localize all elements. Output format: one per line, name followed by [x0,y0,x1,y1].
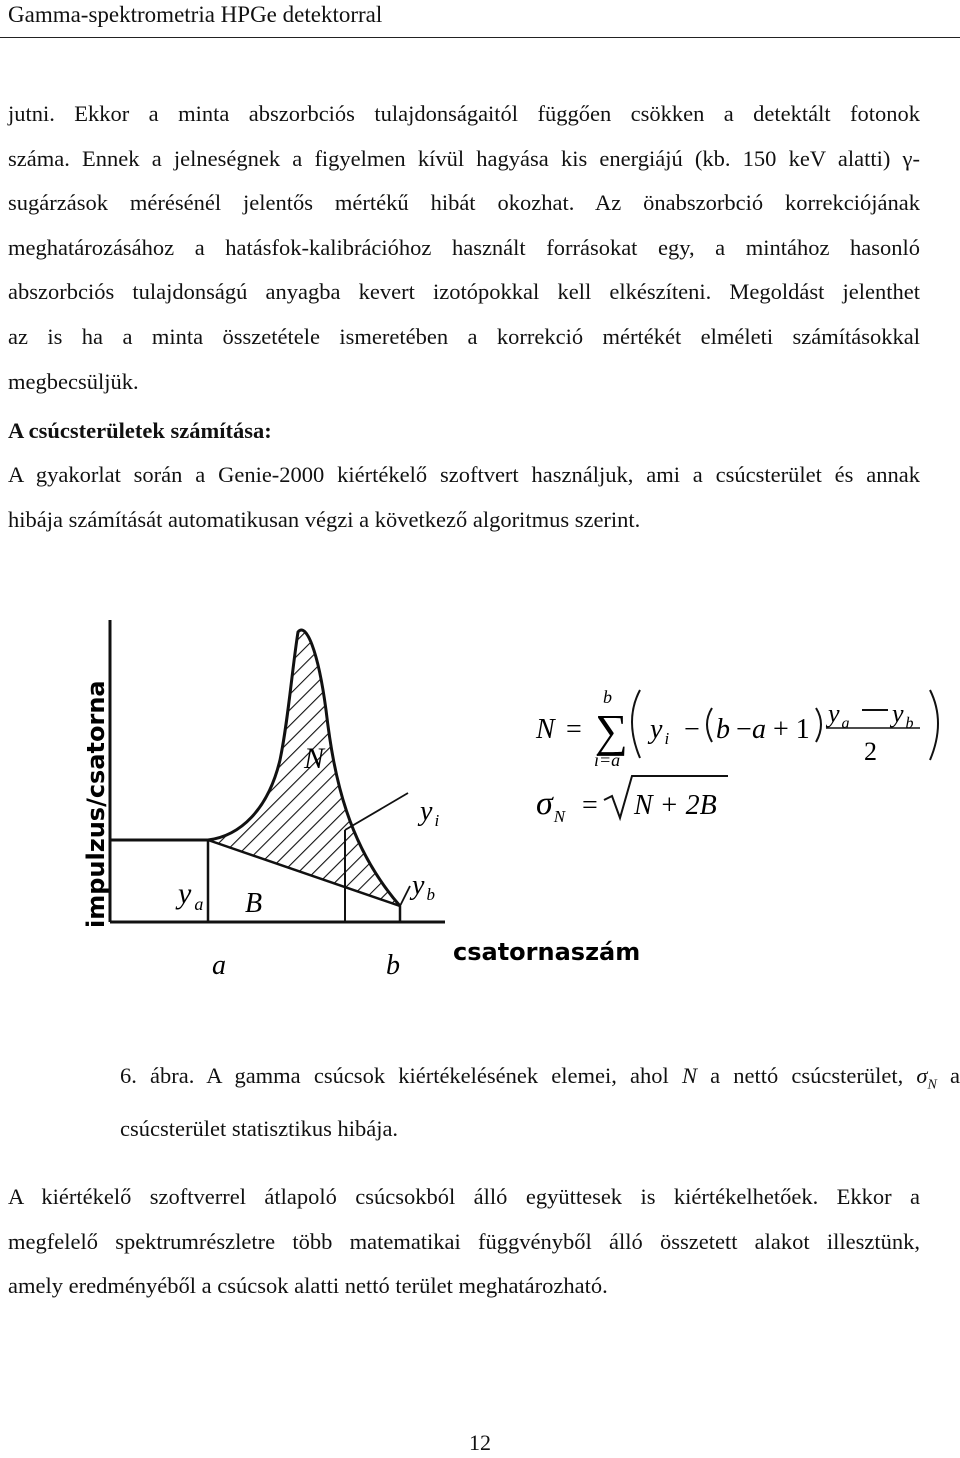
running-header: Gamma-spektrometria HPGe detektorral [8,2,383,27]
paragraph-line: megfelelő spektrumrészletre több matematikai függvényből álló összetett alakot illesztünk, [8,1228,920,1254]
paragraph-line: abszorbciós tulajdonságú anyagba kevert izotópokkal kell elkészíteni. Megoldást jelenthet [8,279,920,305]
sigma-radicand: N + 2B [634,790,717,821]
frac-ya: y $_a$ [828,699,850,732]
paragraph-overlapping-peaks [8,1175,920,1309]
formula-yi: y $_i$ [650,714,670,748]
big-paren-left [632,690,640,758]
paragraph-line: az is ha a minta összetétele ismeretében a korrekció mértékét elméleti számításokkal [8,323,920,349]
label-b: b [386,950,400,981]
formula-plus-one: + 1 [773,714,810,745]
formula-minus: − [684,714,700,745]
formula-N-eq: = [566,714,582,745]
section-heading: A csúcsterületek számítása: [8,418,272,443]
sigma-symbol: $\sigma_N$ [536,785,566,826]
yi-pointer [345,793,408,830]
label-yi: y $_i$ [420,796,440,830]
paragraph-line: hibája számítását automatikusan végzi a következő algoritmus szerint. [8,506,641,532]
page-number: 12 [469,1430,491,1455]
sum-upper: b [603,687,612,707]
figure-peak-area [0,610,960,1010]
label-yb: y $_b$ [412,870,435,904]
formula-N [535,687,938,770]
sum-sign: ∑ [595,705,628,756]
frac-den: 2 [864,737,877,766]
formula-minus-2: − [736,714,752,745]
paragraph-line: A gyakorlat során a Genie-2000 kiértékelő szoftvert használjuk, ami a csúcsterület és annak [8,462,920,487]
big-paren-right [930,690,938,760]
paragraph-line: száma. Ennek a jelneségnek a figyelmen kívül hagyása kis energiájú (kb. 150 keV alatti) γ- [8,145,920,171]
formula-a: a [752,714,766,745]
paragraph-line: amely eredményéből a csúcsok alatti nettó terület meghatározható. [8,1273,608,1299]
paragraph-line: meghatározásához a hatásfok-kalibrációhoz használt forrásokat egy, a mintához hasonló [8,234,920,260]
paragraph-self-absorption [8,92,920,404]
small-paren-right [816,708,821,742]
y-axis-label: impulzus/csatorna [82,680,110,928]
caption-sigma: $\sigma_N$ [916,1063,937,1093]
caption-mid: a nettó csúcsterület, [710,1063,904,1088]
paragraph-line: megbecsüljük. [8,368,139,394]
paragraph-line: jutni. Ekkor a minta abszorbciós tulajdonságaitól függően csökken a detektált fotonok [8,101,920,126]
frac-yb: y $_b$ [892,699,914,732]
caption-prefix: 6. ábra. A gamma csúcsok kiértékelésének elemei, ahol [120,1063,669,1088]
small-paren-left [707,708,712,742]
x-axis-label: csatornaszám [453,938,641,966]
caption-line-2: csúcsterület statisztikus hibája. [120,1115,399,1141]
label-B: B [245,888,263,919]
paragraph-line: A kiértékelő szoftverrel átlapoló csúcsokból álló együttesek is kiértékelhetőek. Ekkor a [8,1184,920,1209]
formula-b: b [716,714,730,745]
peak-label-N: N [304,742,325,775]
paragraph-genie [8,453,920,542]
caption-suffix: a [950,1063,960,1088]
figure-caption [120,1054,960,1150]
paragraph-line: sugárzások mérésénél jelentős mértékű hibát okozhat. Az önabszorbció korrekciójának [8,190,920,216]
formula-sigma [536,776,728,826]
caption-N: N [681,1063,697,1088]
formula-N-lhs: N [536,714,555,745]
sum-lower: i=a [594,750,621,770]
label-a: a [212,950,226,981]
caption-line-1 [120,1054,960,1107]
header-rule [0,37,960,38]
sigma-eq: = [582,790,598,821]
peak-diagram [0,610,960,1010]
yb-pointer [400,886,410,906]
label-ya: y $_a$ [178,877,204,914]
